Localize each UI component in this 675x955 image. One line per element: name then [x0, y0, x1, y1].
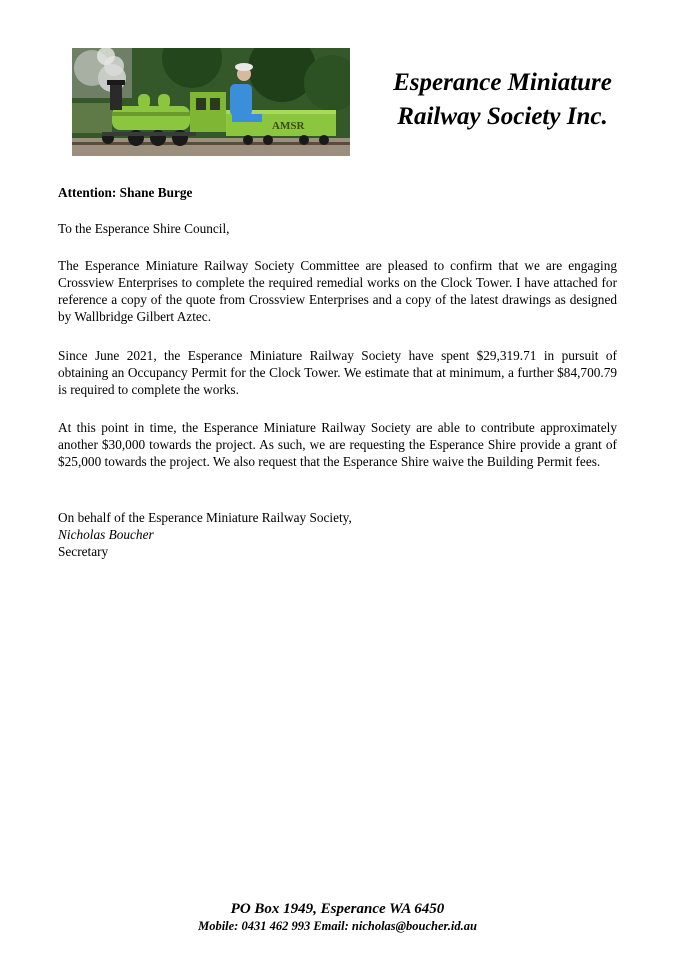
paragraph-expenditure: Since June 2021, the Esperance Miniature Railway Society have spent $29,319.71 in pursuit of obtaining an Occupancy Permit for the Clock Tower. We estimate that at minimum, a further $84,700.79 is required to complete the works.: [58, 348, 617, 397]
attention-line: Attention: Shane Burge: [58, 185, 193, 200]
signature-title: Secretary: [58, 544, 109, 559]
society-name-line1: Esperance Miniature: [393, 69, 612, 96]
salutation: To the Esperance Shire Council,: [58, 221, 230, 236]
train-image: [72, 48, 350, 156]
signoff-text: On behalf of the Esperance Miniature Railway Society,: [58, 510, 352, 525]
paragraph-grant-request: At this point in time, the Esperance Miniature Railway Society are able to contribute approximately another $30,000 towards the project. As such, we are requesting the Esperance Shire provide a grant of $25,000 towards the project. We also request that the Esperance Shire waive the Building Permit fees.: [58, 420, 617, 469]
signoff-block: [58, 509, 352, 560]
society-name: [370, 66, 635, 134]
signature-name: Nicholas Boucher: [58, 527, 154, 542]
society-name-line2: Railway Society Inc.: [397, 103, 608, 130]
footer-contact: Mobile: 0431 462 993 Email: nicholas@boucher.id.au: [198, 919, 477, 933]
footer-address: PO Box 1949, Esperance WA 6450: [230, 901, 445, 917]
engine-plate-text: AMSR: [272, 120, 305, 132]
miniature-train-photo: [72, 48, 350, 156]
paragraph-quote: The Esperance Miniature Railway Society Committee are pleased to confirm that we are engaging Crossview Enterprises to complete the required remedial works on the Clock Tower. I have attached for reference a copy of the quote from Crossview Enterprises and a copy of the latest drawings as designed by Wallbridge Gilbert Aztec.: [58, 258, 617, 324]
letter-footer: [0, 900, 675, 935]
